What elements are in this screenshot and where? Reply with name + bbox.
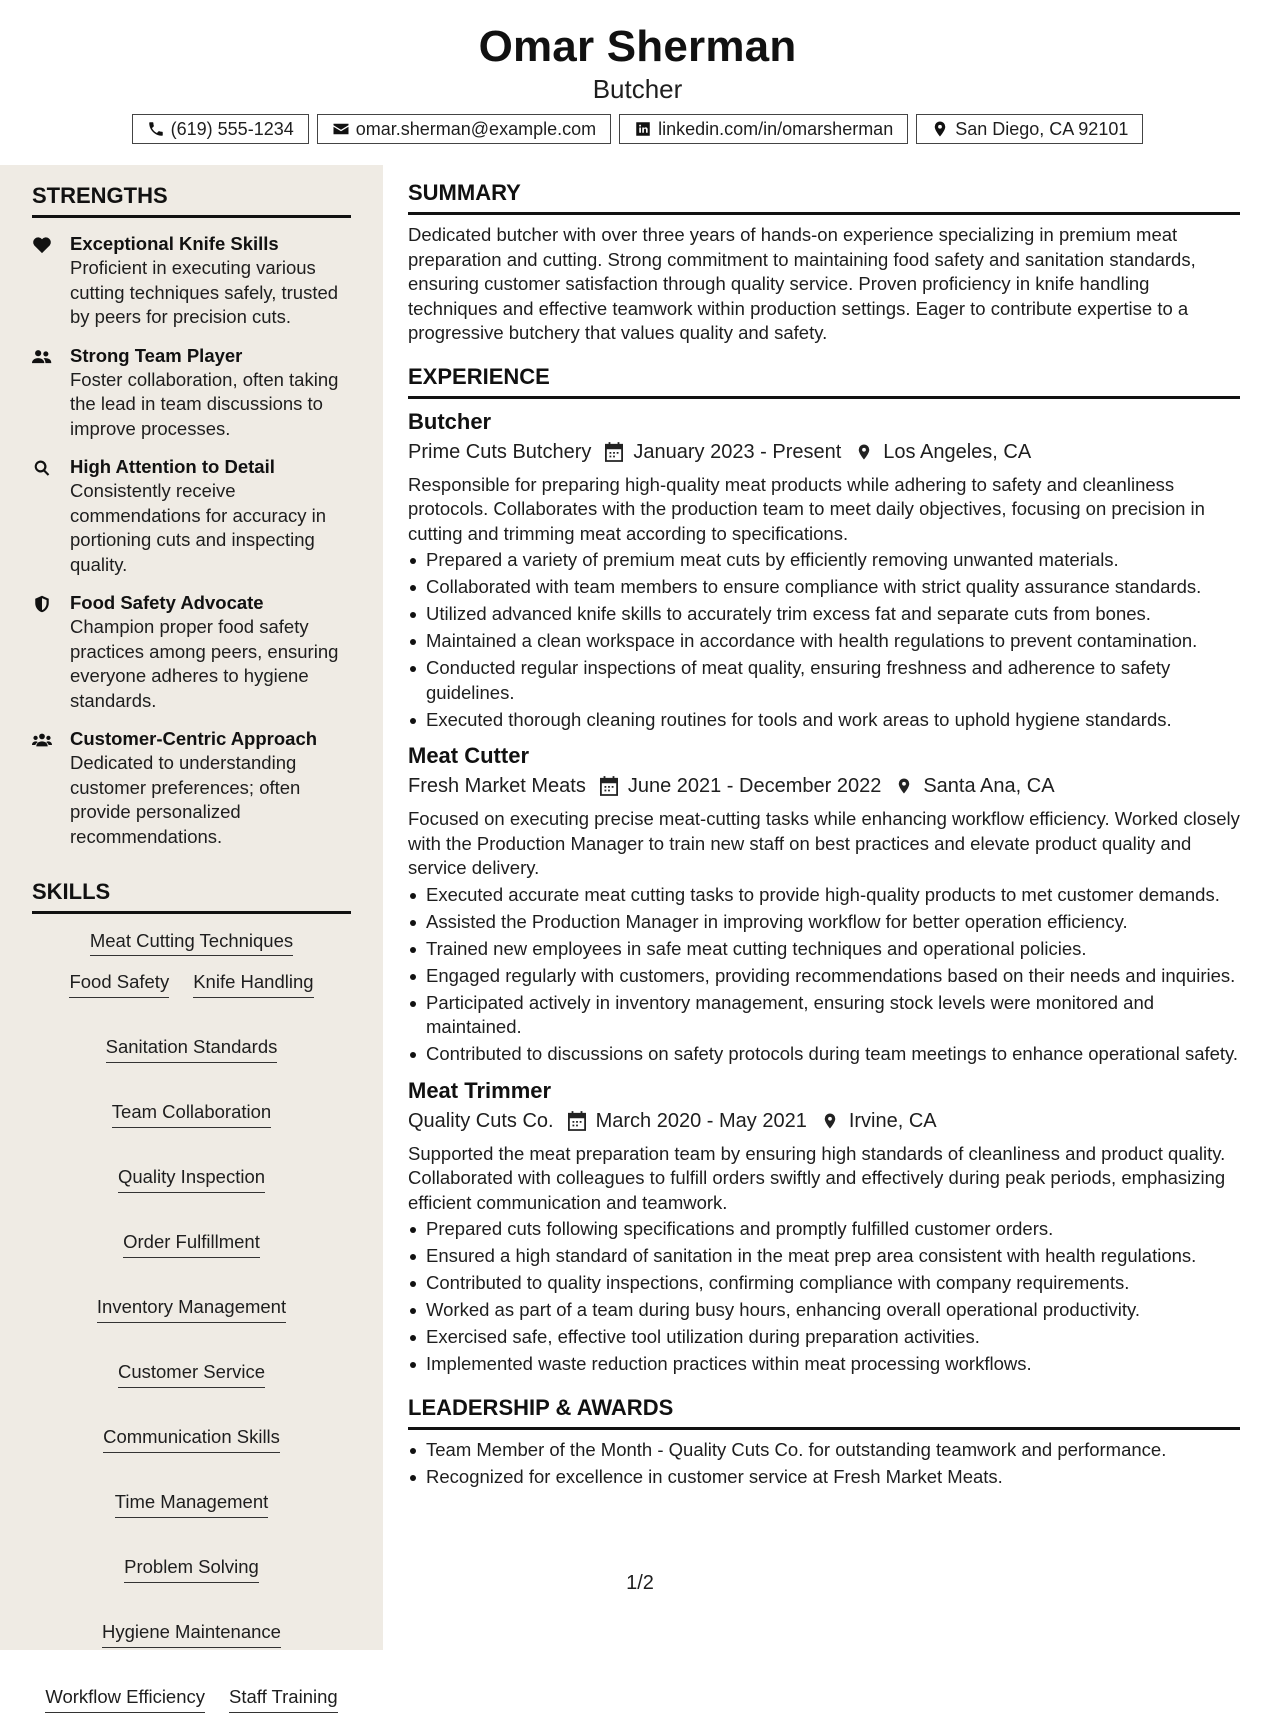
job-bullet: Engaged regularly with customers, providing recommendations based on their needs and inquiries. xyxy=(408,964,1240,989)
users-icon xyxy=(32,731,52,749)
location-text: San Diego, CA 92101 xyxy=(955,118,1129,139)
page-number: 1/2 xyxy=(626,1572,654,1594)
map-pin-icon xyxy=(931,120,949,138)
phone-icon xyxy=(147,120,165,138)
job-bullet: Prepared a variety of premium meat cuts by efficiently removing unwanted materials. xyxy=(408,548,1240,573)
calendar-icon xyxy=(605,442,623,462)
contact-bar xyxy=(0,114,1275,144)
contact-location[interactable] xyxy=(916,114,1143,144)
search-icon xyxy=(32,459,52,477)
job-company: Fresh Market Meats xyxy=(408,775,586,797)
skill-tag: Food Safety xyxy=(69,971,169,998)
job-bullet: Assisted the Production Manager in improving workflow for better operation efficiency. xyxy=(408,910,1240,935)
skill-tag: Quality Inspection xyxy=(118,1166,265,1193)
contact-phone[interactable] xyxy=(132,114,309,144)
job-dates: June 2021 - December 2022 xyxy=(627,775,882,797)
job-bullet: Exercised safe, effective tool utilization during preparation activities. xyxy=(408,1325,1240,1350)
strength-desc: Consistently receive commendations for accuracy in portioning cuts and inspecting quality. xyxy=(70,480,327,575)
strengths-section xyxy=(32,183,351,863)
email-text: omar.sherman@example.com xyxy=(355,118,597,139)
skill-tag: Problem Solving xyxy=(124,1556,259,1583)
skill-tag: Communication Skills xyxy=(103,1426,280,1453)
job-bullet: Maintained a clean workspace in accordance with health regulations to prevent contamination. xyxy=(408,629,1240,654)
job-company: Quality Cuts Co. xyxy=(408,1109,554,1132)
phone-text: (619) 555-1234 xyxy=(170,118,294,139)
job-bullets xyxy=(408,1217,1240,1377)
map-pin-icon xyxy=(855,442,873,462)
job-title: Butcher xyxy=(408,408,492,434)
job-entry xyxy=(408,1076,1240,1377)
resume-header xyxy=(0,0,1275,165)
job-bullet: Executed thorough cleaning routines for tools and work areas to uphold hygiene standards. xyxy=(408,708,1240,733)
skill-tag: Workflow Efficiency xyxy=(45,1686,205,1713)
job-meta xyxy=(408,1106,1240,1136)
main-content xyxy=(408,180,1240,1492)
user-group-icon xyxy=(32,348,52,366)
strength-title: Exceptional Knife Skills xyxy=(70,233,279,254)
job-desc: Focused on executing precise meat-cutting tasks while enhancing workflow efficiency. Worked closely with the Production Manager to train new staff on best practices and elevate product quality and service delivery. xyxy=(408,808,1240,878)
summary-heading: SUMMARY xyxy=(408,180,1240,215)
strength-item xyxy=(32,455,351,577)
job-entry xyxy=(408,407,1240,733)
job-location: Santa Ana, CA xyxy=(923,775,1055,797)
strength-desc: Foster collaboration, often taking the lead in team discussions to improve processes. xyxy=(70,368,339,439)
skills-heading: SKILLS xyxy=(32,879,351,914)
experience-heading: EXPERIENCE xyxy=(408,364,1240,399)
strength-title: Food Safety Advocate xyxy=(70,592,264,613)
skill-tag: Hygiene Maintenance xyxy=(102,1621,281,1648)
strength-item xyxy=(32,232,351,330)
job-desc: Responsible for preparing high-quality meat products while adhering to safety and cleanliness protocols. Collaborates with the production team to meet daily objectives, focusing on precision in cutting and trimming meat according to specifications. xyxy=(408,473,1205,544)
job-bullet: Executed accurate meat cutting tasks to provide high-quality products to met customer demands. xyxy=(408,883,1240,908)
strength-item xyxy=(32,344,351,442)
strength-title: High Attention to Detail xyxy=(70,456,275,477)
job-company: Prime Cuts Butchery xyxy=(408,440,592,463)
job-bullet: Trained new employees in safe meat cutting techniques and operational policies. xyxy=(408,937,1240,962)
skills-section xyxy=(32,879,351,1713)
linkedin-text: linkedin.com/in/omarsherman xyxy=(658,118,894,139)
job-location: Los Angeles, CA xyxy=(883,440,1032,463)
job-entry xyxy=(408,741,1240,1067)
job-meta xyxy=(408,437,1240,467)
skill-tag: Sanitation Standards xyxy=(106,1036,278,1063)
job-bullet: Contributed to discussions on safety protocols during team meetings to enhance operational safety. xyxy=(408,1042,1240,1067)
skills-list xyxy=(32,914,351,1713)
skill-tag: Time Management xyxy=(115,1491,269,1518)
shield-icon xyxy=(32,595,52,613)
job-bullet: Conducted regular inspections of meat quality, ensuring freshness and adherence to safety guidelines. xyxy=(408,656,1240,705)
job-bullet: Utilized advanced knife skills to accurately trim excess fat and separate cuts from bones. xyxy=(408,602,1240,627)
job-meta xyxy=(408,771,1240,801)
job-location: Irvine, CA xyxy=(848,1109,937,1132)
job-bullet: Implemented waste reduction practices within meat processing workflows. xyxy=(408,1352,1240,1377)
job-bullet: Contributed to quality inspections, confirming compliance with company requirements. xyxy=(408,1271,1240,1296)
skill-tag: Order Fulfillment xyxy=(123,1231,260,1258)
strength-desc: Proficient in executing various cutting techniques safely, trusted by peers for precision cuts. xyxy=(70,257,339,327)
award-item: Recognized for excellence in customer service at Fresh Market Meats. xyxy=(408,1465,1240,1490)
job-bullet: Collaborated with team members to ensure compliance with strict quality assurance standards. xyxy=(408,575,1240,600)
skill-tag xyxy=(32,930,351,952)
summary-text: Dedicated butcher with over three years of hands-on experience specializing in premium meat preparation and cutting. Strong commitment to maintaining food safety and sanitation standards, ensuring customer satisfaction through quality service. Proven proficiency in knife handling techniques and effective teamwork within production settings. Eager to contribute expertise to a progressive butchery that values quality and safety. xyxy=(408,224,1196,343)
contact-email[interactable] xyxy=(317,114,611,144)
strength-desc: Champion proper food safety practices among peers, ensuring everyone adheres to hygiene standards. xyxy=(70,616,339,711)
calendar-icon xyxy=(600,776,618,796)
map-pin-icon xyxy=(895,776,913,796)
strength-item xyxy=(32,727,351,849)
job-bullets xyxy=(408,548,1240,732)
job-title: Meat Cutter xyxy=(408,743,530,768)
heart-icon xyxy=(32,236,52,254)
strength-desc: Dedicated to understanding customer preferences; often provide personalized recommendations. xyxy=(70,752,301,847)
job-desc: Supported the meat preparation team by ensuring high standards of cleanliness and product quality. Collaborated with colleagues to fulfill orders swiftly and effectively during peak periods, emphasizing efficient communication and teamwork. xyxy=(408,1142,1226,1213)
job-dates: March 2020 - May 2021 xyxy=(595,1109,807,1132)
awards-list xyxy=(408,1438,1240,1490)
skill-tag: Staff Training xyxy=(229,1686,338,1713)
candidate-title: Butcher xyxy=(592,74,683,104)
skill-tag: Inventory Management xyxy=(97,1296,286,1323)
award-item: Team Member of the Month - Quality Cuts Co. for outstanding teamwork and performance. xyxy=(408,1438,1240,1463)
job-dates: January 2023 - Present xyxy=(633,440,842,463)
job-bullet: Worked as part of a team during busy hours, enhancing overall operational productivity. xyxy=(408,1298,1240,1323)
strength-title: Strong Team Player xyxy=(70,344,243,366)
job-bullet: Ensured a high standard of sanitation in the meat prep area consistent with health regulations. xyxy=(408,1244,1240,1269)
job-bullets xyxy=(408,883,1240,1067)
strength-title: Customer-Centric Approach xyxy=(70,728,318,749)
skill-tag: Team Collaboration xyxy=(112,1101,271,1128)
candidate-name: Omar Sherman xyxy=(478,22,797,71)
awards-heading: LEADERSHIP & AWARDS xyxy=(408,1395,1240,1430)
linkedin-icon xyxy=(634,120,652,138)
strengths-heading: STRENGTHS xyxy=(32,183,351,218)
map-pin-icon xyxy=(821,1111,839,1131)
calendar-icon xyxy=(568,1111,586,1131)
contact-linkedin[interactable] xyxy=(619,114,908,144)
job-bullet: Participated actively in inventory management, ensuring stock levels were monitored and maintained. xyxy=(408,991,1240,1040)
skill-tag: Customer Service xyxy=(118,1361,265,1388)
job-bullet: Prepared cuts following specifications and promptly fulfilled customer orders. xyxy=(408,1217,1240,1242)
sidebar xyxy=(0,165,383,1707)
skill-tag: Knife Handling xyxy=(193,971,313,998)
envelope-icon xyxy=(332,120,350,138)
skill-tag-text: Meat Cutting Techniques xyxy=(90,930,293,956)
strength-item xyxy=(32,591,351,713)
job-title: Meat Trimmer xyxy=(408,1077,552,1103)
